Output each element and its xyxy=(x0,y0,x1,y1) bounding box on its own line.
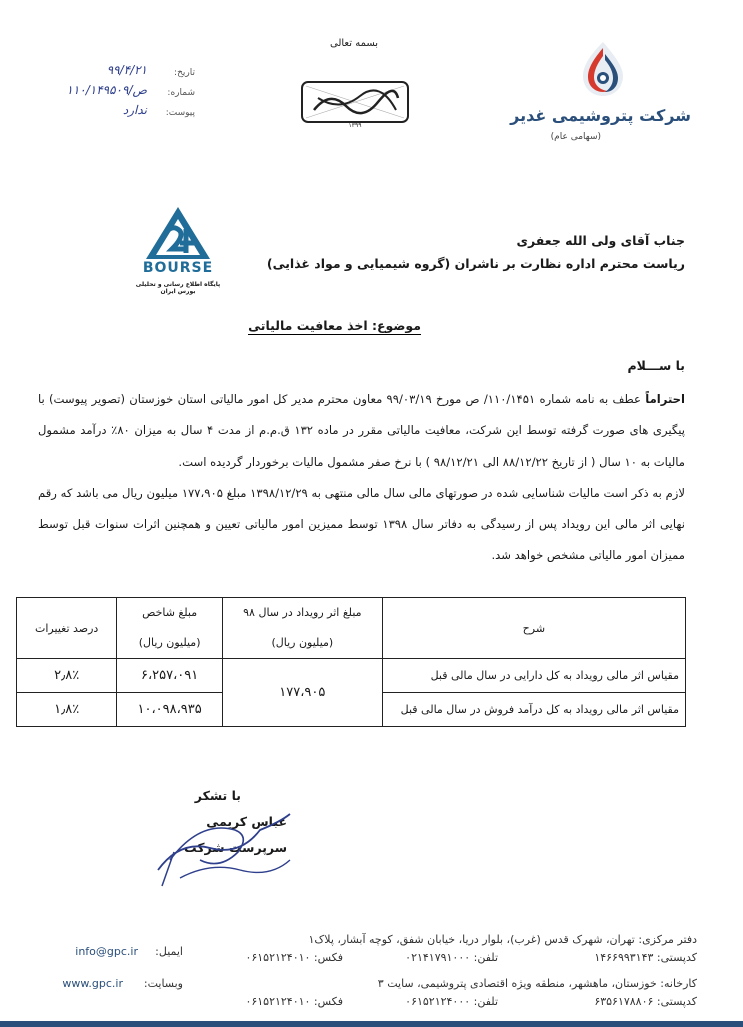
th-effect: مبلغ اثر رویداد در سال ۹۸ (میلیون ریال) xyxy=(222,598,382,659)
letter-body xyxy=(38,384,685,572)
subject-line: موضوع: اخذ معافیت مالیاتی xyxy=(248,318,421,333)
table-row xyxy=(17,659,686,693)
bourse-wordmark: BOURSE xyxy=(142,260,214,276)
email-label: ایمیل: xyxy=(155,945,183,958)
recipient-name: جناب آقای ولی الله جعفری xyxy=(516,233,685,248)
hq-phone: تلفن: ۰۲۱۴۱۷۹۱۰۰۰ xyxy=(405,951,498,964)
body-paragraph-2: لازم به ذکر است مالیات شناسایی شده در صورتهای مالی سال مالی منتهی به ۱۳۹۸/۱۲/۲۹ مبلغ ۱۷۷،۹۰۵ میلیون ریال می باشد که رقم نهایی اثر مالی این رویداد پس از رسیدگی به دفاتر سال ۱۳۹۸ توسط ممیزین امور مالیاتی تعیین و همچنین اثرات سنوات قبل توسط ممیزان امور مالیاتی مشخص خواهد شد. xyxy=(38,485,686,563)
plant-address: کارخانه: خوزستان، ماهشهر، منطقه ویژه اقتصادی پتروشیمی، سایت ۳ xyxy=(377,977,697,990)
plant-postal: کدپستی: ۶۳۵۶۱۷۸۸۰۶ xyxy=(594,995,697,1008)
web-link[interactable]: www.gpc.ir xyxy=(62,977,123,990)
row-base: ۱۰،۰۹۸،۹۳۵ xyxy=(117,693,223,727)
plant-phone: تلفن: ۰۶۱۵۲۱۲۴۰۰۰ xyxy=(405,995,498,1008)
row-base: ۶،۲۵۷،۰۹۱ xyxy=(117,659,223,693)
th-base: مبلغ شاخص (میلیون ریال) xyxy=(117,598,223,659)
year-seal-icon xyxy=(300,80,410,128)
company-name: شرکت پتروشیمی غدیر xyxy=(510,106,691,125)
web-label: وبسایت: xyxy=(143,977,183,990)
plant-fax: فکس: ۰۶۱۵۲۱۲۴۰۱۰ xyxy=(245,995,343,1008)
salutation: با ســـلام xyxy=(627,358,685,373)
footer xyxy=(0,925,743,1027)
th-description: شرح xyxy=(382,598,685,659)
footer-bar xyxy=(0,1021,743,1027)
effect-value: ۱۷۷،۹۰۵ xyxy=(222,659,382,727)
bourse-watermark xyxy=(128,205,228,293)
signer-name: عباس کریمی xyxy=(206,814,287,829)
row-percent: ۲٫۸٪ xyxy=(17,659,117,693)
bourse-subtitle: پایگاه اطلاع رسانی و تحلیلی بورس ایران xyxy=(135,281,221,295)
email-link[interactable]: info@gpc.ir xyxy=(75,945,138,958)
body-lead: احتراماً xyxy=(645,392,686,406)
svg-text:۱۳۹۹: ۱۳۹۹ xyxy=(348,122,362,128)
hq-address: دفتر مرکزی: تهران، شهرک قدس (غرب)، بلوار دریا، خیابان شفق، کوچه آبشار، پلاک۱ xyxy=(308,933,697,946)
bourse-logo-icon xyxy=(128,205,228,261)
body-paragraph-1: احتراماً عطف به نامه شماره ۱۱۰/۱۴۵۱/ ص مورخ ۹۹/۰۳/۱۹ معاون محترم مدیر کل امور مالیاتی استان خوزستان (تصویر پیوست) با پیگیری های صورت گرفته توسط این شرکت، معافیت مالیاتی مقرر در ماده ۱۳۲ ق.م.م از مدت ۴ سال به میزان ۸۰٪ درآمد مشمول مالیات به ۱۰ سال ( از تاریخ ۸۸/۱۲/۲۲ الی ۹۸/۱۲/۲۱ ) با نرخ صفر مشمول مالیات برخوردار گردیده است. xyxy=(38,392,686,469)
th-percent: درصد تغییرات xyxy=(17,598,117,659)
signer-role: سرپرست شرکت xyxy=(184,840,287,855)
row-description: مقیاس اثر مالی رویداد به کل دارایی در سال مالی قبل xyxy=(382,659,685,693)
row-percent: ۱٫۸٪ xyxy=(17,693,117,727)
row-description: مقیاس اثر مالی رویداد به کل درآمد فروش در سال مالی قبل xyxy=(382,693,685,727)
basmala: بسمه تعالی xyxy=(330,38,379,49)
recipient-title: ریاست محترم اداره نظارت بر ناشران (گروه شیمیایی و مواد غذایی) xyxy=(266,256,685,271)
recipient xyxy=(267,229,685,275)
closing: با تشکر xyxy=(194,788,241,803)
meta-number: شماره: ص/۱۱۰/۱۴۹۵۰۹ xyxy=(66,83,195,98)
meta-date: تاریخ: ۹۹/۴/۲۱ xyxy=(106,63,195,78)
letter-meta xyxy=(40,63,195,126)
hq-postal: کدپستی: ۱۴۶۶۹۹۳۱۴۳ xyxy=(594,951,697,964)
hq-fax: فکس: ۰۶۱۵۲۱۲۴۰۱۰ xyxy=(245,951,343,964)
company-type: (سهامی عام) xyxy=(550,132,601,142)
company-logo-icon xyxy=(577,40,629,98)
company-header xyxy=(491,40,691,150)
financial-effect-table xyxy=(16,597,686,727)
meta-attachment: پیوست: ندارد xyxy=(122,103,195,118)
handwritten-signature-icon xyxy=(140,800,300,895)
table-header-row xyxy=(17,598,686,659)
